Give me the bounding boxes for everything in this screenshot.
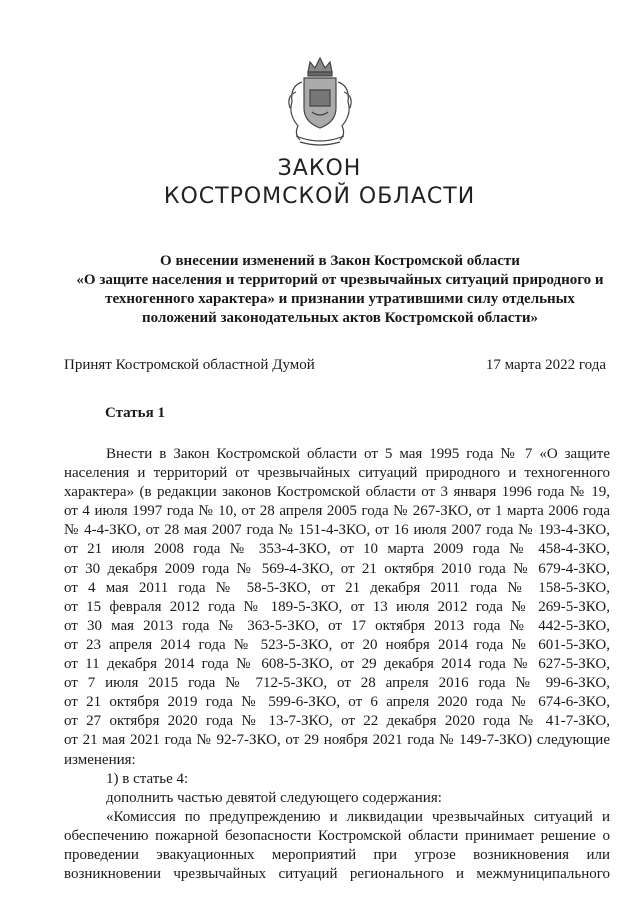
body-line: от 21 октября 2019 года № 599-6-ЗКО, от 6 апреля 2020 года № 674-6-ЗКО,: [64, 694, 610, 711]
adopted-by: Принят Костромской областной Думой: [64, 357, 315, 373]
article-body: [64, 445, 610, 884]
body-line: от 27 октября 2020 года № 13-7-ЗКО, от 22 декабря 2020 года № 41-7-ЗКО,: [64, 713, 610, 730]
heading-line: положений законодательных актов Костромской области»: [142, 310, 538, 326]
heading-line: техногенного характера» и признании утратившими силу отдельных: [105, 291, 575, 307]
body-line: 1) в статье 4:: [106, 770, 189, 787]
body-line: «Комиссия по предупреждению и ликвидации чрезвычайных ситуаций и: [106, 808, 610, 825]
body-line: от 21 июля 2008 года № 353-4-ЗКО, от 10 марта 2009 года № 458-4-ЗКО,: [64, 541, 610, 558]
body-line: изменения:: [64, 751, 136, 768]
law-title: ЗАКОН: [277, 156, 362, 181]
body-line: Внести в Закон Костромской области от 5 мая 1995 года № 7 «О защите: [106, 446, 610, 462]
body-line: от 7 июля 2015 года № 712-5-ЗКО, от 28 апреля 2016 года № 99-6-ЗКО,: [64, 675, 610, 692]
body-line: от 21 мая 2021 года № 92-7-ЗКО, от 29 ноября 2021 года № 149-7-ЗКО) следующие: [64, 732, 610, 749]
body-line: от 11 декабря 2014 года № 608-5-ЗКО, от 29 декабря 2014 года № 627-5-ЗКО,: [64, 656, 610, 673]
document-heading: [60, 252, 620, 328]
body-line: от 4 июля 1997 года № 10, от 28 апреля 2005 года № 267-ЗКО, от 1 марта 2006 года: [64, 503, 610, 520]
body-line: от 30 мая 2013 года № 363-5-ЗКО, от 17 октября 2013 года № 442-5-ЗКО,: [64, 617, 610, 634]
body-line: возникновении чрезвычайных ситуаций регионального и межмуниципального: [64, 866, 610, 883]
heading-line: «О защите населения и территорий от чрезвычайных ситуаций природного и: [76, 272, 604, 288]
body-line: дополнить частью девятой следующего содержания:: [106, 789, 442, 806]
body-line: характера» (в редакции законов Костромской области от 3 января 1996 года № 19,: [64, 484, 610, 501]
body-line: обеспечению пожарной безопасности Костромской области принимает решение о: [64, 827, 610, 844]
coat-of-arms-icon: [282, 56, 358, 148]
body-line: от 30 декабря 2009 года № 569-4-ЗКО, от 21 октября 2010 года № 679-4-ЗКО,: [64, 560, 610, 577]
heading-line: О внесении изменений в Закон Костромской области: [160, 253, 520, 269]
body-line: от 23 апреля 2014 года № 523-5-ЗКО, от 20 ноября 2014 года № 601-5-ЗКО,: [64, 636, 610, 653]
body-line: от 4 мая 2011 года № 58-5-ЗКО, от 21 декабря 2011 года № 158-5-ЗКО,: [64, 579, 610, 596]
adoption-date: 17 марта 2022 года: [485, 357, 606, 373]
body-line: № 4-4-ЗКО, от 28 мая 2007 года № 151-4-ЗКО, от 16 июля 2007 года № 193-4-ЗКО,: [64, 522, 610, 539]
body-line: населения и территорий от чрезвычайных ситуаций природного и техногенного: [64, 465, 610, 482]
law-region-title: КОСТРОМСКОЙ ОБЛАСТИ: [163, 184, 476, 209]
body-line: от 15 февраля 2012 года № 189-5-ЗКО, от 13 июля 2012 года № 269-5-ЗКО,: [64, 598, 610, 615]
body-line: проведении эвакуационных мероприятий при угрозе возникновения или: [64, 846, 610, 863]
article-title: Статья 1: [105, 405, 165, 421]
